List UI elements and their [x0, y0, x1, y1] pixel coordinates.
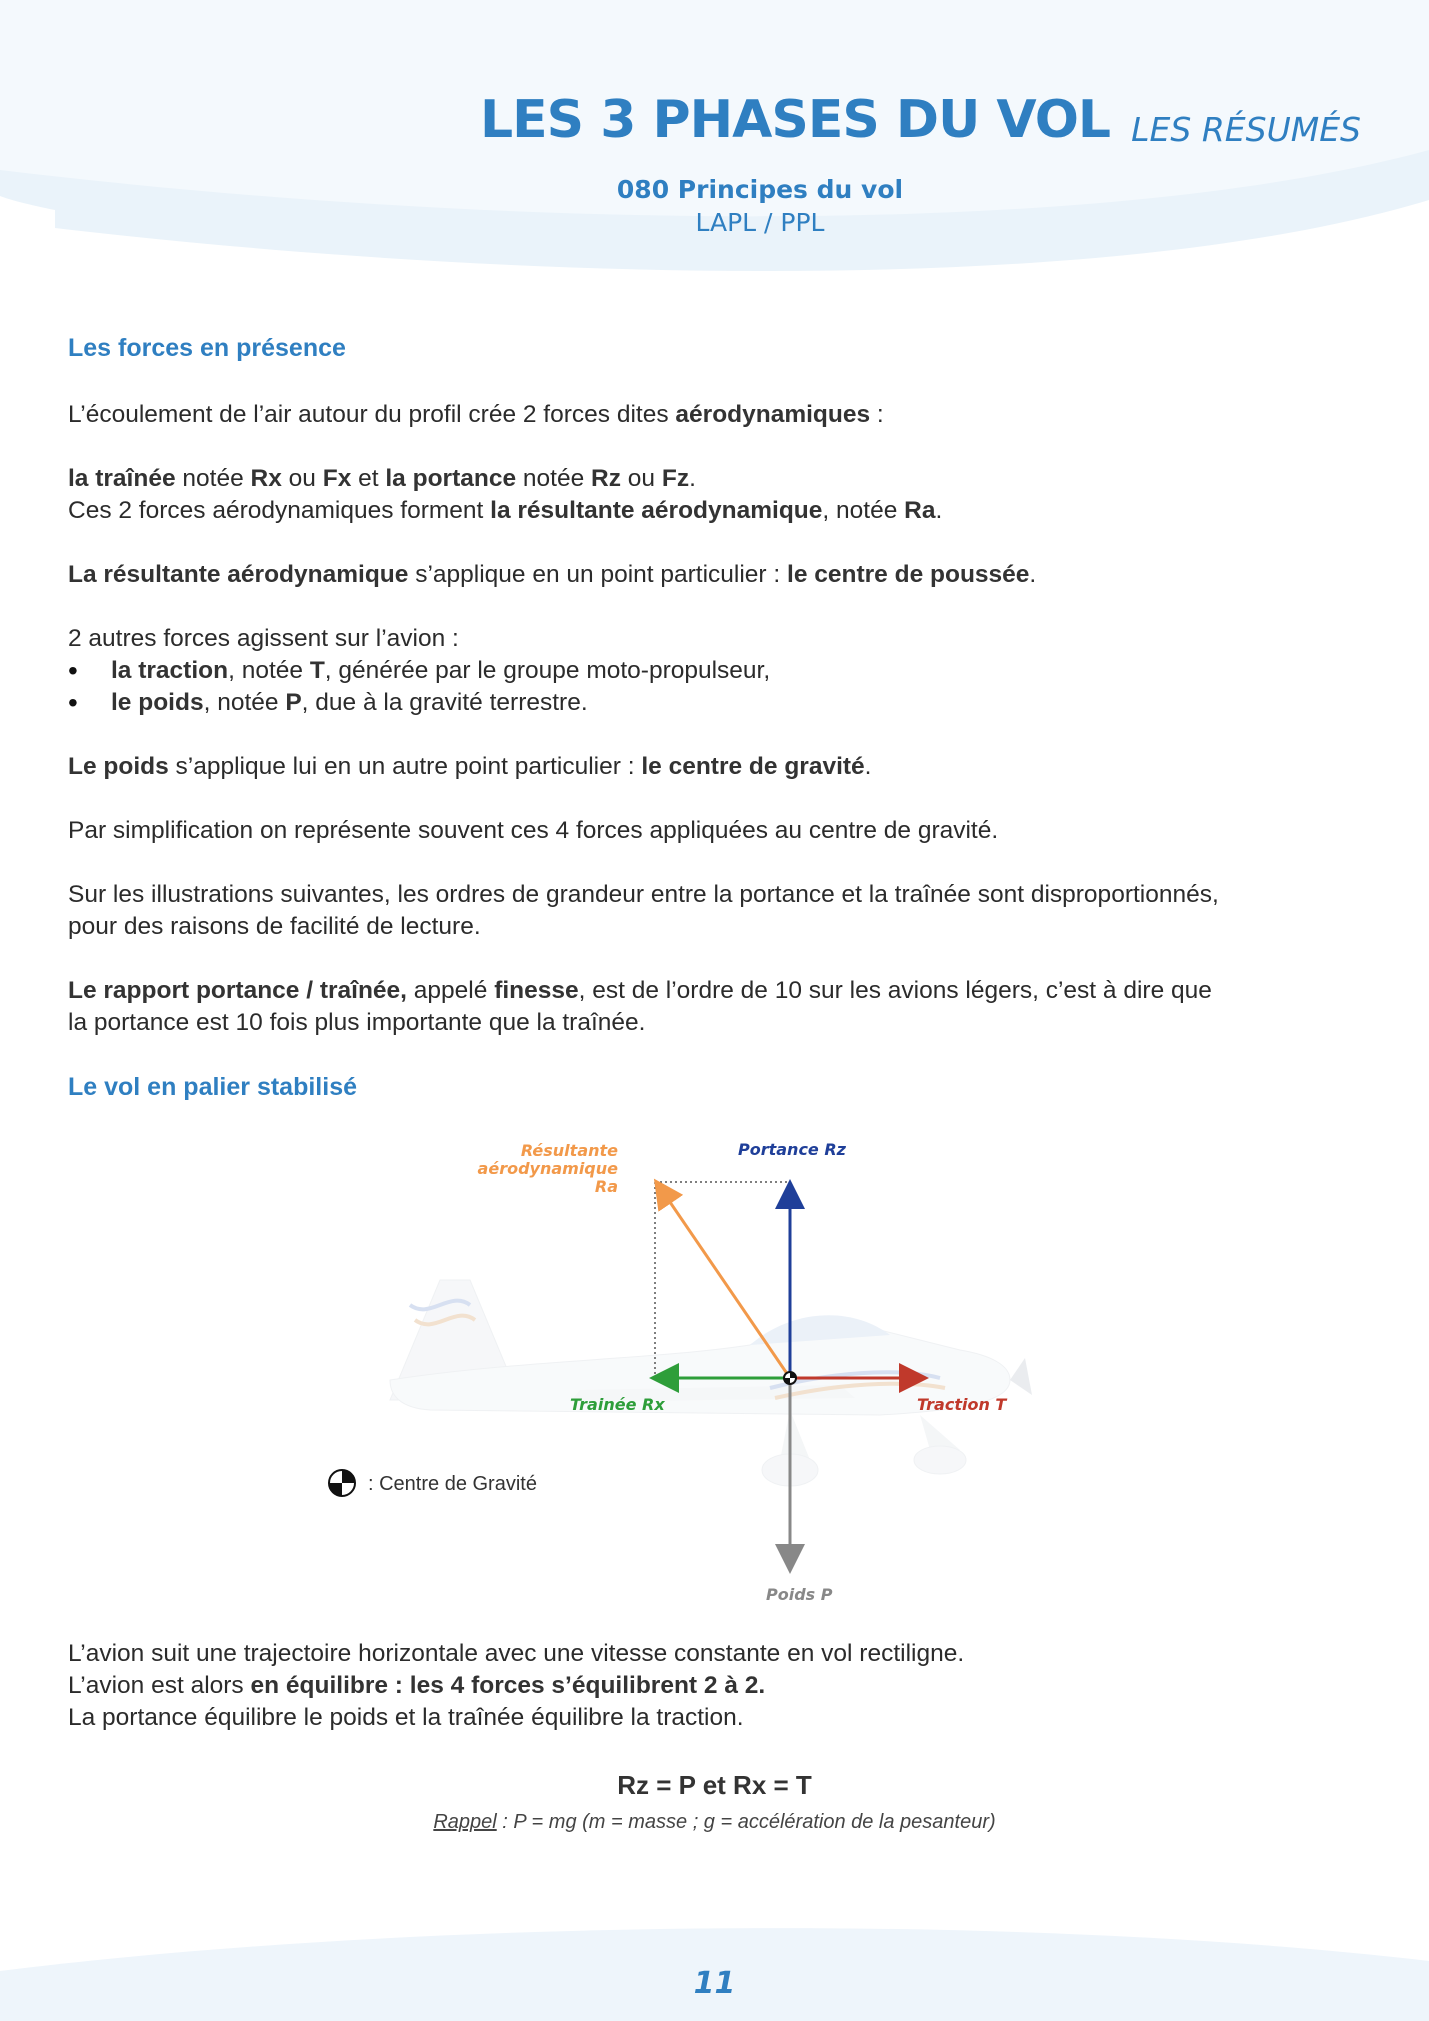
paragraph-finesse-2: la portance est 10 fois plus importante que la traînée. [68, 1009, 646, 1036]
paragraph-resultante: La résultante aérodynamique s’applique en un point particulier : le centre de poussée. [68, 561, 1037, 588]
label-resultante-2: aérodynamique [477, 1159, 618, 1178]
label-resultante-3: Ra [594, 1177, 618, 1196]
forces-diagram [320, 1130, 1100, 1610]
section-tag: LES RÉSUMÉS [1131, 110, 1361, 149]
forces-list [68, 655, 1368, 719]
list-item: • le poids, notée P, due à la gravité terrestre. [68, 687, 1368, 719]
paragraph-trainee-portance-2: Ces 2 forces aérodynamiques forment la résultante aérodynamique, notée Ra. [68, 497, 943, 524]
label-resultante-1: Résultante [520, 1141, 618, 1160]
section-heading-forces: Les forces en présence [68, 334, 346, 362]
main-content [68, 332, 1368, 1103]
paragraph-illustrations-2: pour des raisons de facilité de lecture. [68, 913, 481, 940]
equilibrium-formula: Rz = P et Rx = T [617, 1770, 812, 1800]
paragraph-autres-forces: 2 autres forces agissent sur l’avion : [68, 625, 459, 652]
legend-cg-icon [329, 1470, 355, 1496]
section-heading-palier: Le vol en palier stabilisé [68, 1073, 358, 1101]
level-label: LAPL / PPL [695, 208, 825, 237]
paragraph-trainee-portance-1: la traînée notée Rx ou Fx et la portance notée Rz ou Fz. [68, 465, 696, 492]
label-portance: Portance Rz [738, 1140, 846, 1159]
center-of-gravity-icon [784, 1372, 796, 1384]
legend-label: : Centre de Gravité [368, 1473, 537, 1495]
page-title: LES 3 PHASES DU VOL [480, 90, 1111, 150]
paragraph-trajectoire: L’avion suit une trajectoire horizontale avec une vitesse constante en vol rectiligne. [68, 1640, 965, 1667]
page-number: 11 [693, 1966, 736, 2001]
rappel-note: Rappel : P = mg (m = masse ; g = accélération de la pesanteur) [433, 1811, 996, 1833]
equilibrium-text [68, 1638, 1368, 1734]
airplane-illustration [390, 1280, 1032, 1486]
paragraph-simplification: Par simplification on représente souvent ces 4 forces appliquées au centre de gravité. [68, 817, 999, 844]
paragraph-finesse-1: Le rapport portance / traînée, appelé finesse, est de l’ordre de 10 sur les avions légers, c’est à dire que [68, 977, 1212, 1004]
paragraph-ecoulement: L’écoulement de l’air autour du profil crée 2 forces dites aérodynamiques : [68, 401, 884, 428]
label-poids: Poids P [766, 1585, 833, 1604]
label-trainee: Trainée Rx [570, 1395, 665, 1414]
label-traction: Traction T [917, 1395, 1007, 1414]
list-item: • la traction, notée T, générée par le groupe moto-propulseur, [68, 655, 1368, 687]
paragraph-poids: Le poids s’applique lui en un autre point particulier : le centre de gravité. [68, 753, 872, 780]
paragraph-illustrations-1: Sur les illustrations suivantes, les ordres de grandeur entre la portance et la traînée sont disproportionnés, [68, 881, 1219, 908]
paragraph-portance-equilibre: La portance équilibre le poids et la traînée équilibre la traction. [68, 1704, 744, 1731]
subtitle: 080 Principes du vol [616, 175, 904, 204]
footer-background [0, 1901, 1429, 2021]
paragraph-equilibre: L’avion est alors en équilibre : les 4 forces s’équilibrent 2 à 2. [68, 1672, 766, 1699]
